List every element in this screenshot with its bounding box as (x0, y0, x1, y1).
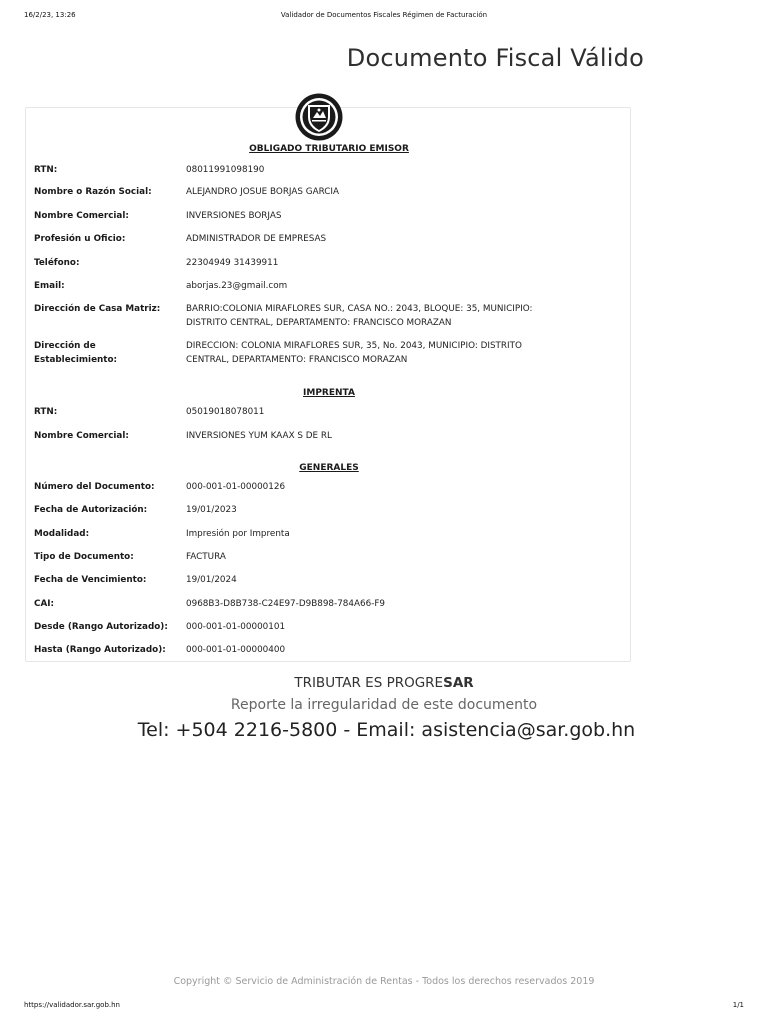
row-value: 000-001-01-00000126 (186, 482, 286, 492)
row-label: Email: (34, 281, 65, 291)
row-value: 000-001-01-00000101 (186, 622, 286, 632)
row-label: Desde (Rango Autorizado): (34, 622, 168, 632)
document-card (25, 107, 631, 662)
page-title: Documento Fiscal Válido (346, 44, 644, 72)
print-page-number: 1/1 (732, 1001, 744, 1009)
row-label: Teléfono: (34, 258, 80, 268)
row-value: INVERSIONES BORJAS (186, 211, 282, 221)
row-value: 22304949 31439911 (186, 258, 279, 268)
row-label: Nombre Comercial: (34, 211, 129, 221)
row-label: Dirección de Casa Matriz: (34, 304, 161, 314)
sar-emblem-icon (293, 93, 345, 141)
row-value: FACTURA (186, 552, 226, 562)
row-value: DIRECCION: COLONIA MIRAFLORES SUR, 35, No. 2043, MUNICIPIO: DISTRITO CENTRAL, DEPARTAMENTO: FRANCISCO MORAZAN (186, 341, 522, 365)
print-datetime: 16/2/23, 13:26 (24, 11, 76, 19)
row-label: Modalidad: (34, 529, 90, 539)
print-header (24, 11, 744, 23)
row-value: BARRIO:COLONIA MIRAFLORES SUR, CASA NO.: 2043, BLOQUE: 35, MUNICIPIO: DISTRITO CENTRAL, DEPARTAMENTO: FRANCISCO MORAZAN (186, 304, 533, 328)
row-value: 0968B3-D8B738-C24E97-D9B898-784A66-F9 (186, 599, 386, 609)
row-value: INVERSIONES YUM KAAX S DE RL (186, 431, 332, 441)
print-title: Validador de Documentos Fiscales Régimen de Facturación (280, 11, 488, 19)
row-value: ALEJANDRO JOSUE BORJAS GARCIA (186, 187, 340, 197)
row-label: Fecha de Autorización: (34, 505, 148, 515)
row-value: 08011991098190 (186, 165, 265, 175)
contact-info: Tel: +504 2216-5800 - Email: asistencia@sar.gob.hn (137, 719, 636, 741)
print-footer (24, 1001, 744, 1013)
row-label: Fecha de Vencimiento: (34, 575, 147, 585)
row-label: Profesión u Oficio: (34, 234, 126, 244)
section-title-generales: GENERALES (299, 463, 359, 473)
section-title-imprenta: IMPRENTA (303, 388, 355, 398)
section-title-emisor: OBLIGADO TRIBUTARIO EMISOR (249, 144, 409, 154)
row-value: 19/01/2024 (186, 575, 237, 585)
row-label: Dirección de Establecimiento: (34, 341, 118, 365)
row-label: Número del Documento: (34, 482, 155, 492)
report-irregularity-link[interactable]: Reporte la irregularidad de este documento (230, 697, 538, 713)
row-label: RTN: (34, 165, 58, 175)
row-label: RTN: (34, 407, 58, 417)
row-label: CAI: (34, 599, 55, 609)
row-value: aborjas.23@gmail.com (186, 281, 288, 291)
print-url: https://validador.sar.gob.hn (24, 1001, 120, 1009)
row-label: Nombre o Razón Social: (34, 187, 152, 197)
row-label: Hasta (Rango Autorizado): (34, 645, 166, 655)
row-label: Nombre Comercial: (34, 431, 129, 441)
row-label: Tipo de Documento: (34, 552, 134, 562)
row-value: 000-001-01-00000400 (186, 645, 286, 655)
slogan-bold: SAR (443, 675, 474, 691)
slogan-prefix: TRIBUTAR ES PROGRE (294, 675, 444, 691)
row-value: Impresión por Imprenta (186, 529, 290, 539)
slogan (0, 675, 768, 691)
row-value: 19/01/2023 (186, 505, 237, 515)
copyright: Copyright © Servicio de Administración de Rentas - Todos los derechos reservados 2019 (173, 976, 595, 987)
row-value: 05019018078011 (186, 407, 265, 417)
row-value: ADMINISTRADOR DE EMPRESAS (186, 234, 327, 244)
